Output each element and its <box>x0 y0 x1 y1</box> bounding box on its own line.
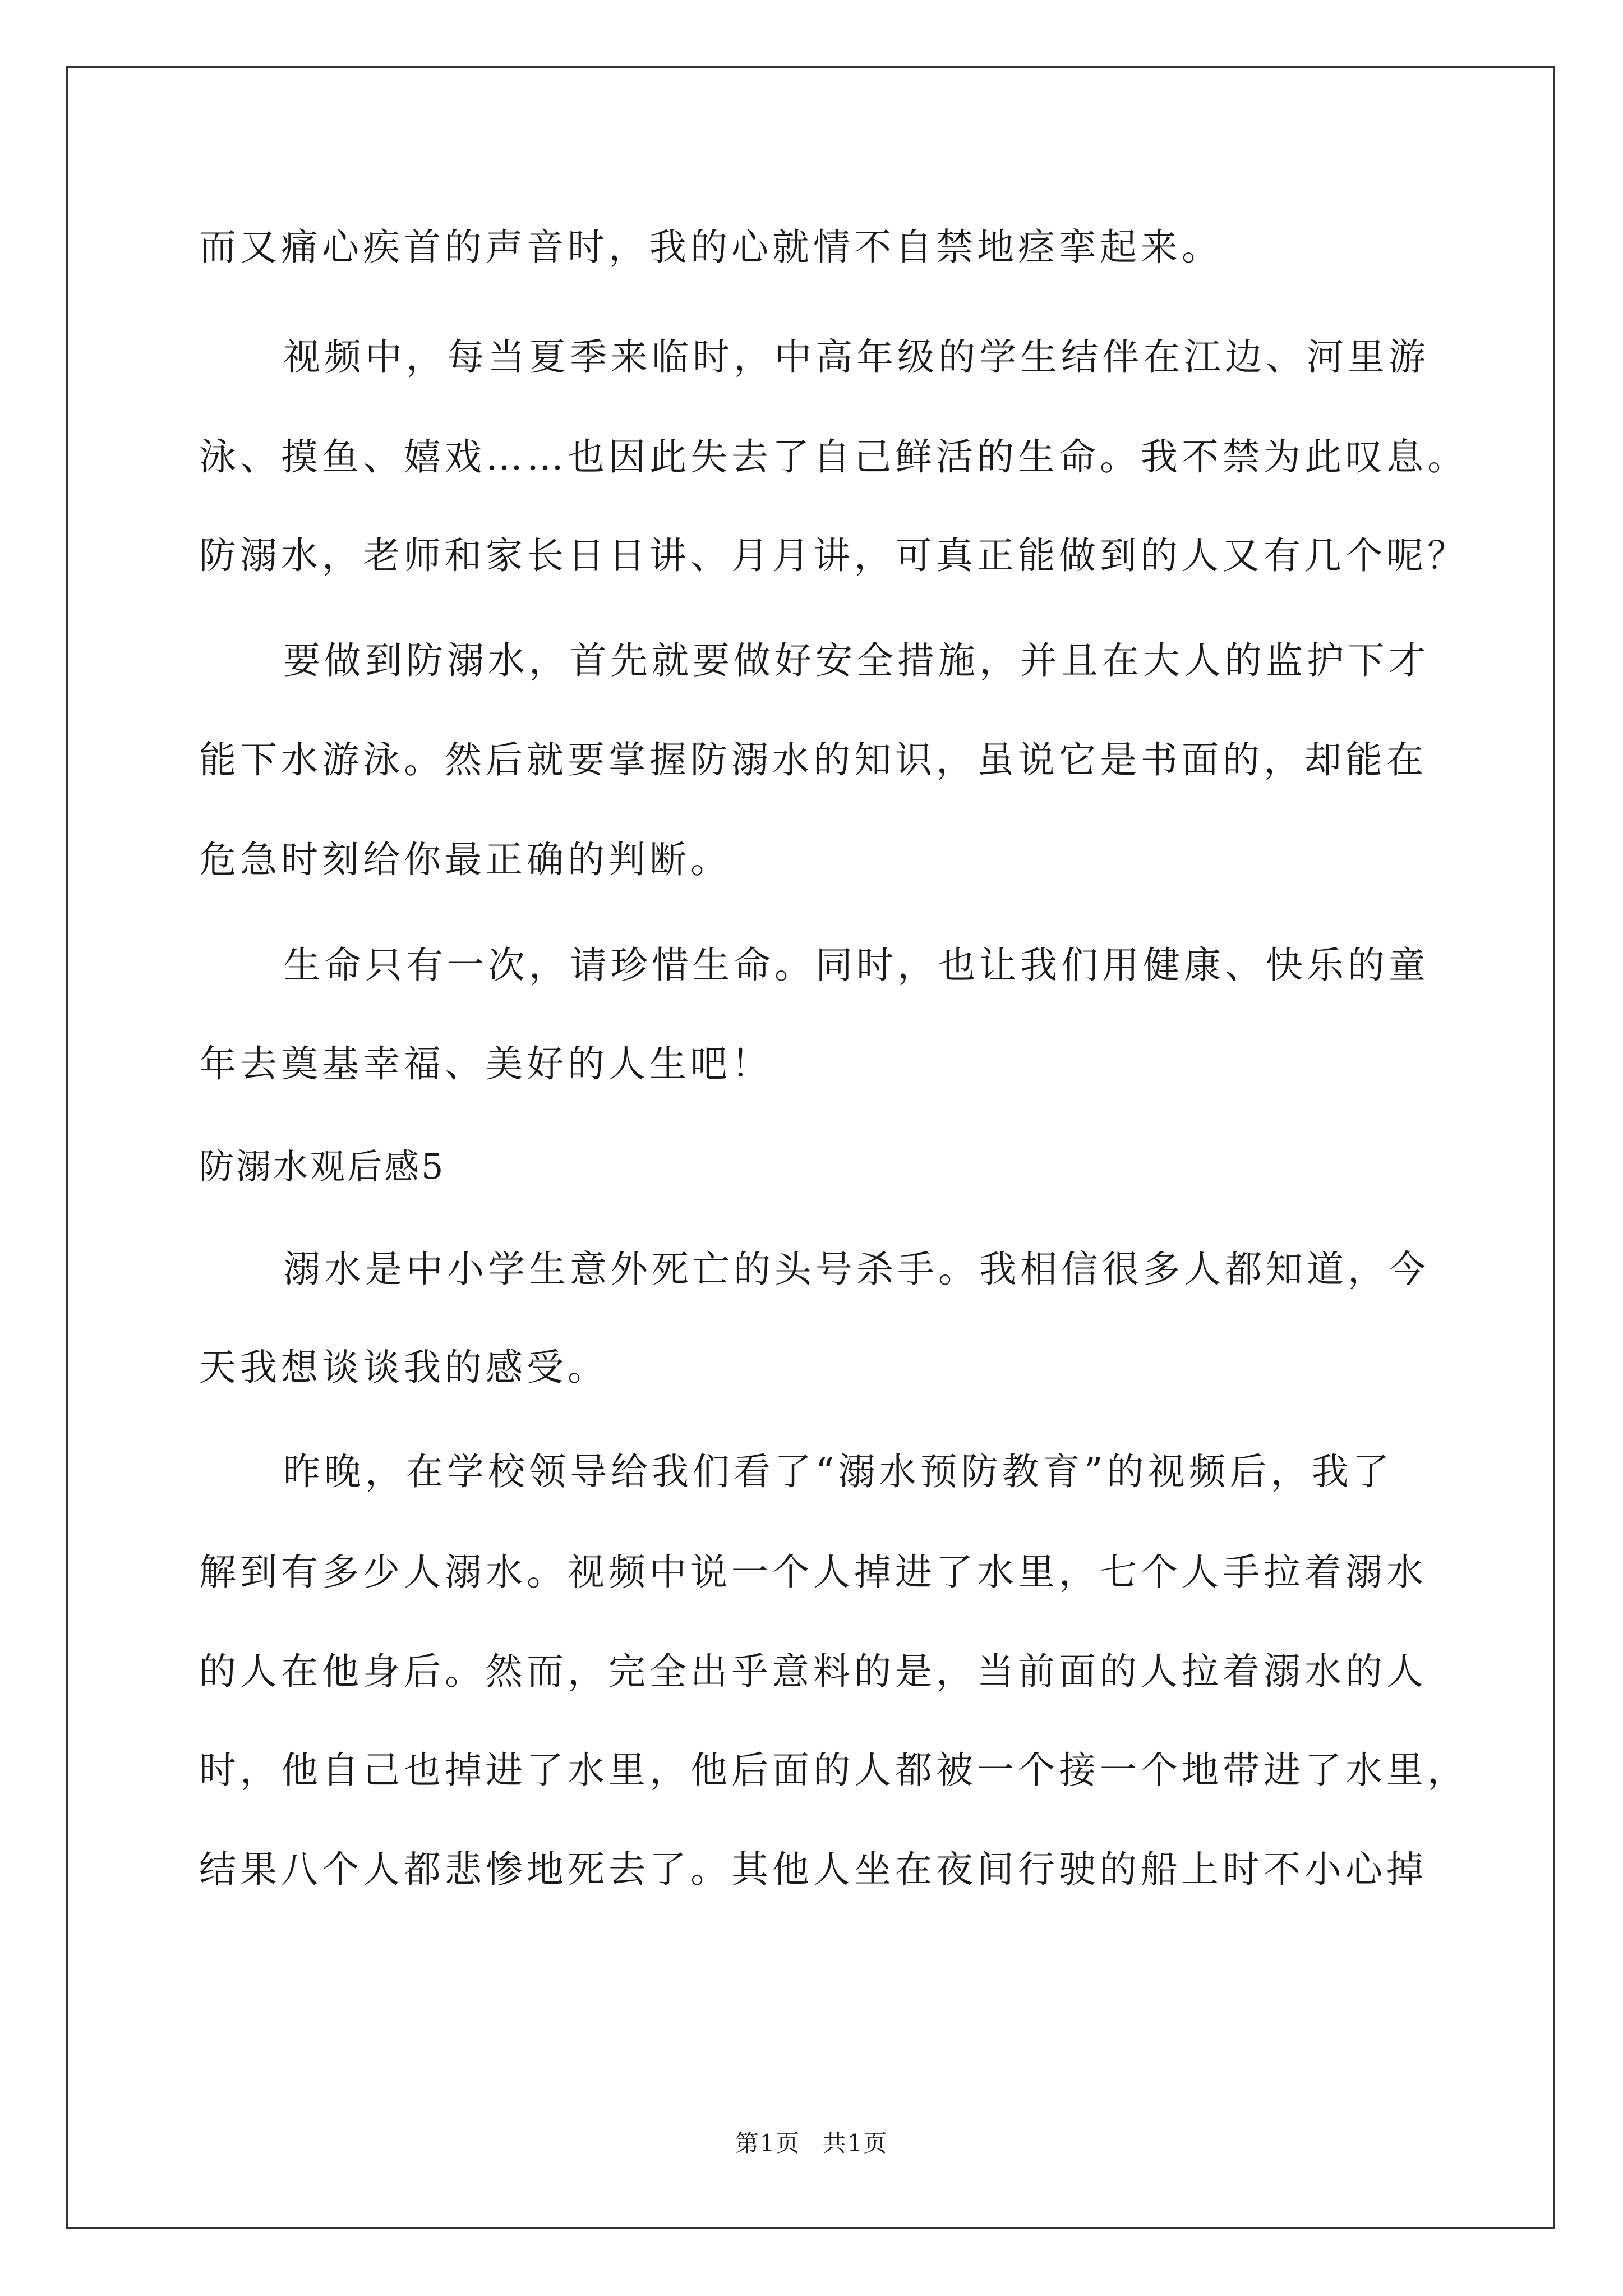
paragraph-line: 解到有多少人溺水。视频中说一个人掉进了水里，七个人手拉着溺水 <box>199 1550 1427 1594</box>
paragraph-line: 年去奠基幸福、美好的人生吧！ <box>199 1042 772 1085</box>
paragraph-line: 天我想谈谈我的感受。 <box>199 1346 608 1389</box>
paragraph-line: 结果八个人都悲惨地死去了。其他人坐在夜间行驶的船上时不小心掉 <box>199 1848 1427 1891</box>
paragraph-line: 防溺水，老师和家长日日讲、月月讲，可真正能做到的人又有几个呢？ <box>199 534 1468 577</box>
page-number-total: 共1页 <box>822 2129 888 2157</box>
paragraph-line: 危急时刻给你最正确的判断。 <box>199 838 731 881</box>
paragraph-line: 泳、摸鱼、嬉戏……也因此失去了自己鲜活的生命。我不禁为此叹息。 <box>199 435 1468 478</box>
paragraph-line: 溺水是中小学生意外死亡的头号杀手。我相信很多人都知道，今 <box>283 1248 1430 1291</box>
paragraph-line: 生命只有一次，请珍惜生命。同时，也让我们用健康、快乐的童 <box>283 944 1430 987</box>
paragraph-line: 而又痛心疾首的声音时，我的心就情不自禁地痉挛起来。 <box>199 226 1223 269</box>
paragraph-line: 要做到防溺水，首先就要做好安全措施，并且在大人的监护下才 <box>283 639 1430 682</box>
page-footer <box>0 2125 1623 2159</box>
paragraph-line: 昨晚，在学校领导给我们看了“溺水预防教育”的视频后，我了 <box>283 1450 1394 1493</box>
paragraph-line: 的人在他身后。然而，完全出乎意料的是，当前面的人拉着溺水的人 <box>199 1650 1427 1693</box>
page-number-current: 第1页 <box>735 2129 801 2157</box>
paragraph-line: 能下水游泳。然后就要掌握防溺水的知识，虽说它是书面的，却能在 <box>199 738 1427 781</box>
paragraph-line: 视频中，每当夏季来临时，中高年级的学生结伴在江边、河里游 <box>283 335 1430 379</box>
paragraph-line: 时，他自己也掉进了水里，他后面的人都被一个接一个地带进了水里， <box>199 1749 1468 1792</box>
section-heading: 防溺水观后感5 <box>199 1146 446 1187</box>
